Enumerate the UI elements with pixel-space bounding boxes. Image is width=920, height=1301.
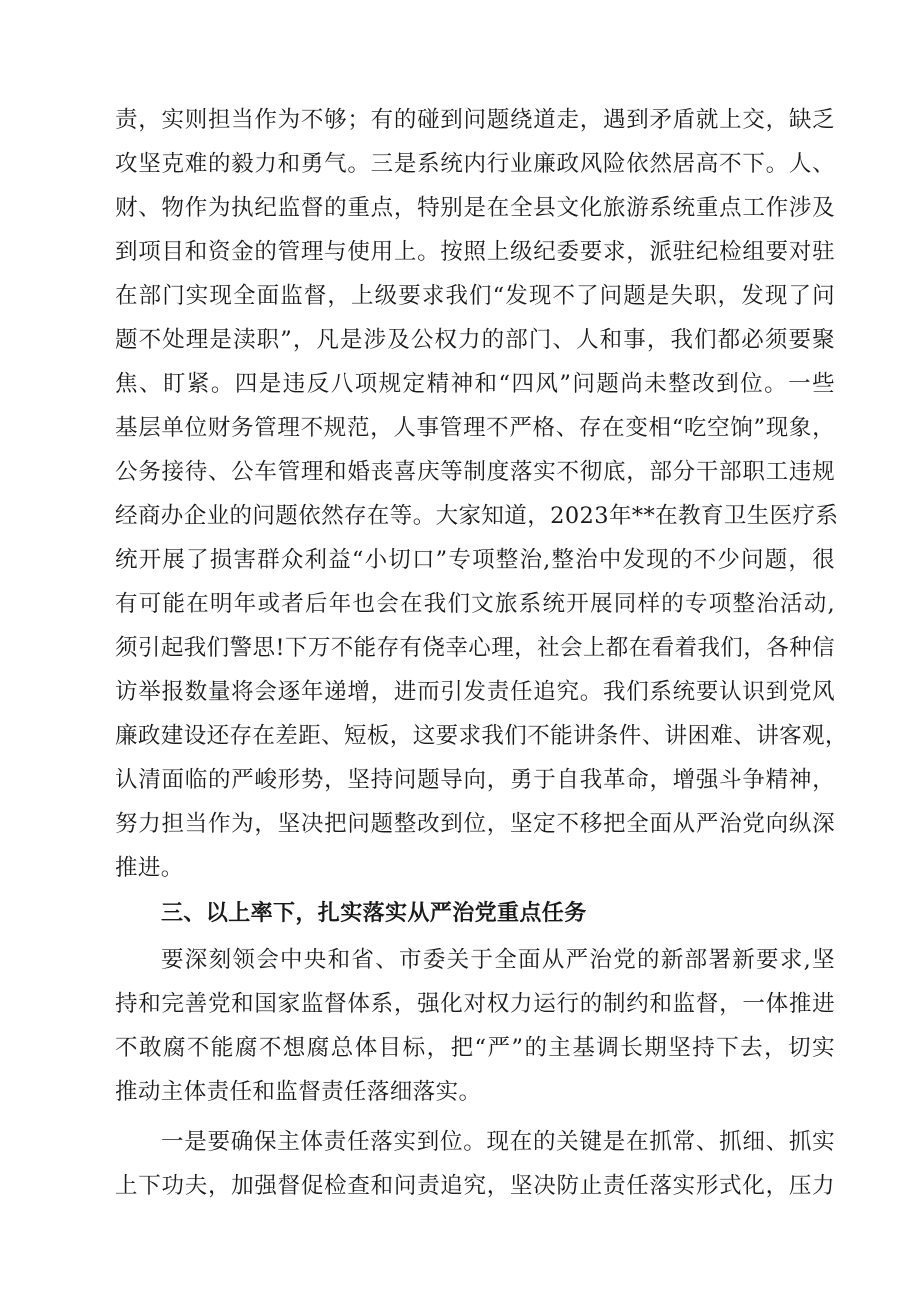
paragraph-1-line: 廉政建设还存在差距、短板，这要求我们不能讲条件、讲困难、讲客观， bbox=[115, 723, 848, 749]
paragraph-2-line: 持和完善党和国家监督体系，强化对权力运行的制约和监督，一体推进 bbox=[115, 991, 835, 1017]
paragraph-1-line: 在部门实现全面监督，上级要求我们“发现不了问题是失职，发现了问 bbox=[115, 283, 835, 309]
paragraph-2-line: 不敢腐不能腐不想腐总体目标，把“严”的主基调长期坚持下去，切实 bbox=[115, 1035, 835, 1061]
paragraph-1-line: 须引起我们警思!下万不能存有侥幸心理，社会上都在看着我们，各种信 bbox=[115, 635, 835, 661]
paragraph-1-line: 经商办企业的问题依然存在等。大家知道，2023年**在教育卫生医疗系 bbox=[115, 503, 839, 529]
paragraph-1-line: 攻坚克难的毅力和勇气。三是系统内行业廉政风险依然居高不下。人、 bbox=[115, 151, 835, 177]
paragraph-1-line: 推进。 bbox=[115, 855, 184, 881]
paragraph-2-line: 要深刻领会中央和省、市委关于全面从严治党的新部署新要求,坚 bbox=[161, 947, 835, 973]
paragraph-1-line: 到项目和资金的管理与使用上。按照上级纪委要求，派驻纪检组要对驻 bbox=[115, 239, 835, 265]
paragraph-3-line: 一是要确保主体责任落实到位。现在的关键是在抓常、抓细、抓实 bbox=[161, 1129, 835, 1155]
paragraph-1-line: 财、物作为执纪监督的重点，特别是在全县文化旅游系统重点工作涉及 bbox=[115, 195, 835, 221]
paragraph-1-line: 责，实则担当作为不够；有的碰到问题绕道走，遇到矛盾就上交，缺乏 bbox=[115, 107, 835, 133]
paragraph-1-line: 基层单位财务管理不规范，人事管理不严格、存在变相“吃空饷”现象， bbox=[115, 415, 835, 441]
paragraph-1-line: 统开展了损害群众利益“小切口”专项整治,整治中发现的不少问题，很 bbox=[115, 547, 835, 573]
paragraph-1-line: 公务接待、公车管理和婚丧喜庆等制度落实不彻底，部分干部职工违规 bbox=[115, 459, 835, 485]
paragraph-1-line: 题不处理是渎职”，凡是涉及公权力的部门、人和事，我们都必须要聚 bbox=[115, 327, 835, 353]
paragraph-1-line: 有可能在明年或者后年也会在我们文旅系统开展同样的专项整治活动, bbox=[115, 591, 835, 617]
paragraph-1-line: 访举报数量将会逐年递增，进而引发责任追究。我们系统要认识到党风 bbox=[115, 679, 835, 705]
paragraph-3-line: 上下功夫，加强督促检查和问责追究，坚决防止责任落实形式化，压力 bbox=[115, 1173, 835, 1199]
paragraph-2-line: 推动主体责任和监督责任落细落实。 bbox=[115, 1079, 482, 1105]
paragraph-1-line: 认清面临的严峻形势，坚持问题导向，勇于自我革命，增强斗争精神， bbox=[115, 767, 835, 793]
paragraph-1-line: 努力担当作为，坚决把问题整改到位，坚定不移把全面从严治党向纵深 bbox=[115, 811, 835, 837]
section-heading: 三、以上率下，扎实落实从严治党重点任务 bbox=[161, 901, 587, 926]
paragraph-1-line: 焦、盯紧。四是违反八项规定精神和“四风”问题尚未整改到位。一些 bbox=[115, 371, 835, 397]
